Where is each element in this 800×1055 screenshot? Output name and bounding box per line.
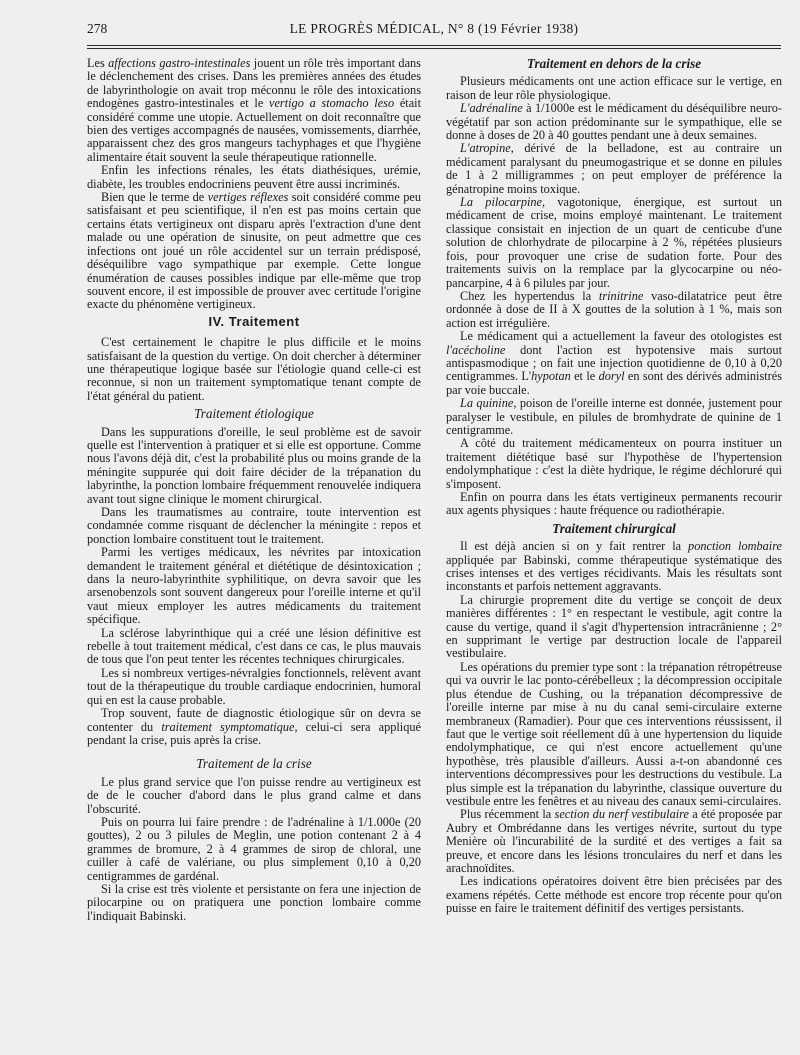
text-run: , vagotonique, énergique, est surtout un médicament de crise, moins employé maintenant. Le traitement classique consistait en injection de un quart de centicube d'une solution de chlorhydrate de pilocarpine à 2 %, répétées plusieurs fois, pour provoquer une crise de sudation forte. Pour des traitements suivis on la remplace par la glycocarpine ou néo-pancarpine, 4 à 6 pilules par jour. — [446, 195, 782, 290]
paragraph: Enfin on pourra dans les états vertigineux permanents recourir aux agents physiques : haute fréquence ou radiothérapie. — [446, 490, 782, 518]
italic-run: trinitrine — [598, 288, 644, 303]
paragraph: Dans les traumatismes au contraire, toute intervention est condamnée comme risquant de déclencher la méningite : repos et ponction lombaire constituent tout le traitement. — [87, 505, 421, 546]
paragraph: Puis on pourra lui faire prendre : de l'adrénaline à 1/1.000e (20 gouttes), 2 ou 3 pilules de Meglin, une potion contenant 2 à 4 grammes de bromure, 2 à 4 grammes de sirop de chloral, une cuiller à café de valériane, ou plus simplement 0,10 à 0,20 centigrammes de gardénal. — [87, 814, 421, 883]
right-column — [446, 57, 782, 916]
text-run: , poison de l'oreille interne est donnée, justement pour paralyser le vestibule, en pilules de bromhydrate de quinine de 1 centigramme. — [446, 396, 782, 437]
paragraph — [446, 397, 782, 437]
section-heading: IV. Traitement — [208, 313, 300, 329]
paragraph: La chirurgie proprement dite du vertige se conçoit de deux manières différentes : 1° en respectant le vestibule, agit contre la cause du vertige, quand il s'agit d'hypertension intracrânienne ; 2° en supprimant le vertige par destruction locale de l'appareil vestibulaire. — [446, 592, 782, 661]
paragraph — [446, 540, 782, 594]
italic-run: doryl — [598, 369, 625, 384]
italic-run: La quinine — [460, 396, 514, 411]
subsection-heading: Traitement en dehors de la crise — [526, 56, 702, 71]
page-number: 278 — [87, 21, 108, 36]
text-run: Le médicament qui a actuellement la faveur des otologistes est — [460, 329, 782, 344]
paragraph — [446, 290, 782, 330]
text-run: Il est déjà ancien si on y fait rentrer la — [460, 539, 689, 554]
paragraph: Dans les suppurations d'oreille, le seul problème est de savoir quelle est l'intervention à pratiquer et si elle est opportune. Comme nous l'avons déjà dit, c'est la probabilité plus ou moins grande de la méningite suppurée qui doit faire décider de la trépanation du labyrinthe, la ponction lombaire fréquemment renouvelée indiquera avant tout signe clinique le moment chirurgical. — [87, 424, 421, 506]
italic-run: traitement symptomatique — [161, 719, 295, 734]
italic-run: ponction lombaire — [688, 539, 782, 554]
paragraph: Plusieurs médicaments ont une action efficace sur le vertige, en raison de leur rôle physiologique. — [446, 74, 782, 102]
paragraph: A côté du traitement médicamenteux on pourra instituer un traitement diététique basé sur l'hypothèse de l'hypertension endolymphatique : c'est la diète hydrique, le régime déchloruré qui s'imposent. — [446, 436, 782, 491]
text-run: vaso-dilatatrice peut être ordonnée à dose de II à X gouttes de la solution à 1 %, mais son action est irrégulière. — [446, 288, 782, 330]
text-run: jouent un rôle très important dans le déclenchement des crises. Dans les premières années des études de labyrinthologie on avait trop méconnu le rôle des intoxications endogènes gastro-intestinales et le — [87, 56, 421, 111]
header-rule-bottom — [87, 48, 781, 49]
text-run: Bien que le terme de — [101, 190, 208, 205]
paragraph — [87, 191, 421, 312]
paragraph: Parmi les vertiges médicaux, les névrites par intoxication demandent le traitement général et diététique de désintoxication ; dans la neuro-labyrinthite syphilitique, on devra savoir que les arsenobenzols sont souvent dangereux pour l'oreille interne et qu'il vaut mieux employer les autres médicaments du traitement spécifique. — [87, 545, 421, 627]
italic-run: affections gastro-intestinales — [108, 56, 251, 70]
text-run: en sont des dérivés administrés par voie buccale. — [446, 369, 782, 397]
paragraph: La sclérose labyrinthique qui a créé une lésion définitive est rebelle à tout traitement médical, c'est dans ce cas, le plus mauvais de tous que l'on peut tenter les récentes techniques chirurgicales. — [87, 625, 421, 667]
italic-run: La pilocarpine — [460, 195, 542, 210]
text-run: , celui-ci sera appliqué pendant la crise, puis après la crise. — [87, 719, 421, 747]
text-run: à 1/1000e est le médicament du déséquilibre neuro-végétatif par son action prédominante sur le sympathique, elle se donne à doses de 20 à 40 gouttes pendant une à deux semaines. — [446, 101, 782, 143]
paragraph: Si la crise est très violente et persistante on fera une injection de pilocarpine ou on pratiquera une ponction lombaire comme l'indiquait Babinski. — [87, 881, 421, 923]
paragraph: Les indications opératoires doivent être bien précisées par des examens répétés. Cette méthode est encore trop récente pour qu'on puisse en faire le traitement définitif des vertiges persistants. — [446, 874, 782, 916]
left-column — [87, 57, 421, 923]
text-run: était considéré comme une utopie. Actuellement on doit reconnaître que bien des vertiges accompagnés de nausées, vomissements, diarrhée, apparaissent chez des gros mangeurs tachyphages et que l'hygiène alimentaire était souvent la seule thérapeutique rationnelle. — [87, 96, 421, 164]
paragraph — [446, 330, 782, 397]
text-run: soit considéré comme peu satisfaisant et peu scientifique, il n'en est pas moins certain que certains états vertigineux ont disparu après l'extraction d'une dent malade ou une opération de sinusite, on peut admettre que ces infections ont joué un rôle accidentel sur un terrain prédisposé, déséquilibre vago sympathique par exemple. Cette longue énumération de causes possibles indique par elle-même que trop souvent encore, il est impossible de prouver avec certitude l'origine exacte du phénomène vertigineux. — [87, 190, 421, 312]
italic-run: L'atropine — [460, 141, 511, 156]
text-run: dont l'action est hypotensive mais surtout antispasmodique ; on fait une injection quotidienne de 0,10 à 0,20 centigrammes. L' — [446, 342, 782, 384]
paragraph: Enfin les infections rénales, les états diathésiques, urémie, diabète, les troubles endocriniens peuvent être aussi incriminés. — [87, 163, 421, 191]
text-run: Plus récemment la — [460, 807, 555, 822]
italic-run: hypotan — [531, 369, 571, 384]
italic-run: vertigo a stomacho leso — [269, 96, 395, 111]
subsection-heading: Traitement étiologique — [194, 406, 314, 422]
paragraph — [87, 57, 421, 164]
paragraph: Le plus grand service que l'on puisse rendre au vertigineux est de de le coucher d'abord dans le plus grand calme et dans l'obscurité. — [87, 774, 421, 816]
running-title: LE PROGRÈS MÉDICAL, N° 8 (19 Février 1938) — [289, 21, 579, 36]
italic-run: section du nerf vestibulaire — [554, 807, 689, 822]
text-run: et le — [570, 369, 599, 384]
text-run: a été proposée par Aubry et Ombrédanne dans les vertiges névrite, surtout du type Menière où l'incurabilité de la surdité et des vertiges a fait sa preuve, et encore dans les lésions tronculaires du nerf et dans les arachnoïdites. — [446, 807, 782, 875]
italic-run: l'acécholine — [446, 342, 506, 357]
text-run: Trop souvent, faute de diagnostic étiologique sûr on devra se contenter du — [87, 706, 421, 734]
subsection-heading: Traitement chirurgical — [552, 520, 676, 536]
paragraph — [87, 707, 421, 747]
paragraph — [446, 142, 782, 196]
text-run: , dérivé de la belladone, est au contraire un médicament paralysant du pneumogastrique et se donne en pilules de 1 à 2 milligrammes ; on peut employer de préférence la génatropine moins toxique. — [446, 141, 782, 196]
paragraph: Les opérations du premier type sont : la trépanation rétropétreuse qui va ouvrir le lac ponto-cérébelleux ; la décompression occipitale plus étendue de Cushing, ou la trépanation décompressive de l'oreille interne par mise à nu du canal semi-circulaire externe membraneux (Ramadier). Pour que ces interventions réussissent, il faut que le vertige soit réellement dû à une hypertension du liquide endolymphatique, ce qui n'est encore actuellement qu'une hypothèse, très plausible d'ailleurs. Aussi a-t-on abandonné ces interventions décompressives pour les destructions du vestibule. La plus simple est la trépanation du labyrinthe, classique ouverture du vestibule entre les fenêtres et au niveau des canaux semi-circulaires. — [446, 659, 782, 808]
text-run: appliquée par Babinski, comme thérapeutique systématique des crises intenses et des vertiges récidivants. Mais les résultats sont inconstants et parfois nettement aggravants. — [446, 552, 782, 594]
page-header — [87, 21, 781, 41]
italic-run: vertiges réflexes — [207, 190, 289, 205]
text-run: Chez les hypertendus la — [460, 288, 599, 303]
subsection-heading: Traitement de la crise — [196, 756, 312, 772]
paragraph: C'est certainement le chapitre le plus difficile et le moins satisfaisant de la question du vertige. On doit chercher à déterminer une thérapeutique logique basée sur l'étiologie quand celle-ci est reconnue, si non un traitement symptomatique tenant compte de l'état général du patient. — [87, 335, 421, 403]
paragraph: Les si nombreux vertiges-névralgies fonctionnels, relèvent avant tout de la thérapeutique du trouble cardiaque endocrinien, humoral qui en est la cause probable. — [87, 665, 421, 707]
paragraph — [446, 808, 782, 875]
text-run: Les — [87, 56, 109, 70]
paragraph — [446, 196, 782, 290]
italic-run: L'adrénaline — [460, 101, 523, 116]
header-rule-top — [87, 45, 781, 46]
paragraph — [446, 102, 782, 142]
